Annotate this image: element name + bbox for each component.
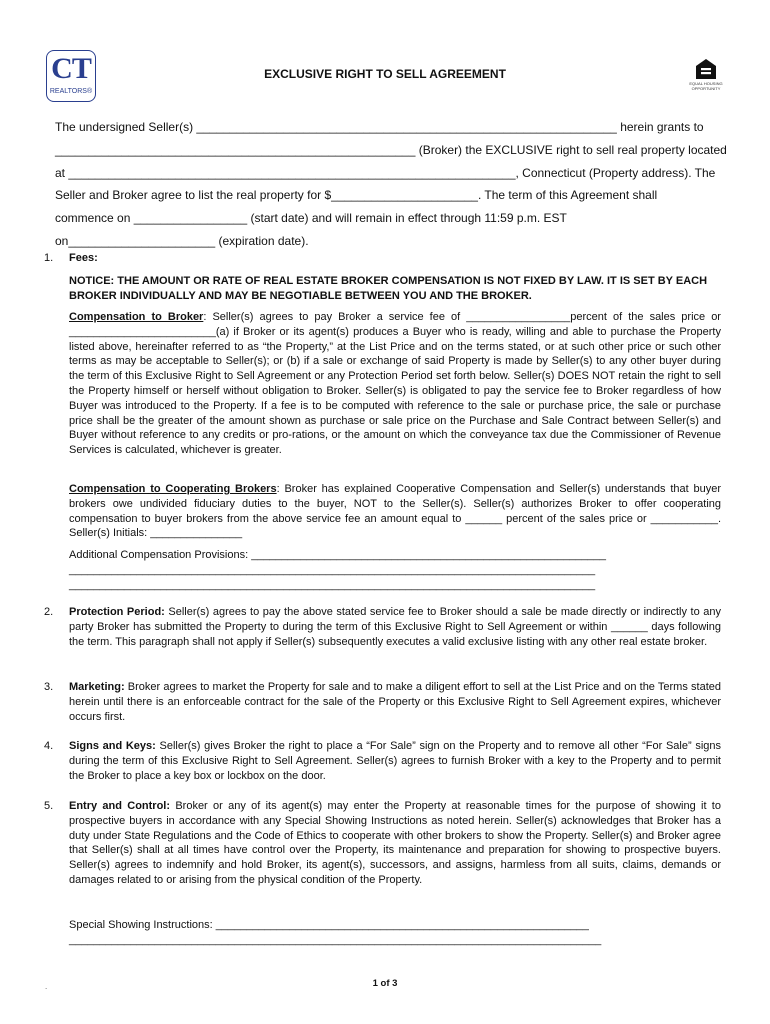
logo-subtext: REALTORS® [49, 88, 93, 95]
section-5-text: Broker or any of its agent(s) may enter the Property at reasonable times for the purpose of showing it to prospective buyers in accordance with any Special Showing Instructions as noted herein. Seller(s) acknowledges that Broker has a duty under State Regulations and the Code of Ethics to cooperate with other brokers to show the Property. Seller(s) and Broker agree that Seller(s) shall at all times have control over the Property, its maintenance and preparation for showing to prospective buyers. Seller(s) agrees to indemnify and hold Broker, its agent(s), successors, and assigns, harmless from all suits, claims, demands or damages related to or arising from the physical condition of the Property. [69, 800, 721, 886]
additional-compensation-line: ______________________________________________________________________________________ [69, 563, 596, 576]
special-showing-instructions [69, 918, 729, 948]
special-showing-line: Special Showing Instructions: _____________________________________________________________ [69, 919, 589, 931]
intro-line: Seller and Broker agree to list the real property for $______________________. The term of this Agreement shall [55, 188, 658, 203]
section-3-heading: Marketing: [69, 681, 125, 693]
intro-line: The undersigned Seller(s) _______________________________________________________________ herein grants to [55, 120, 704, 134]
compensation-to-broker-label: Compensation to Broker [69, 311, 204, 323]
logo-letters: CT [51, 52, 91, 85]
section-3-number: 3. [44, 681, 54, 693]
additional-compensation-line: Additional Compensation Provisions: __________________________________________________________ [69, 549, 607, 561]
section-2-number: 2. [44, 606, 54, 618]
section-1-number: 1. [44, 252, 54, 264]
cooperating-brokers-label: Compensation to Cooperating Brokers [69, 483, 277, 495]
equal-housing-text: EQUAL HOUSING OPPORTUNITY [689, 81, 723, 91]
protection-period-section [69, 605, 721, 649]
section-2-text: Seller(s) agrees to pay the above stated service fee to Broker should a sale be made directly or indirectly to any party Broker has submitted the Property to during the term of this Exclusive Right to Sell Agreement or within ______ days following the term. This paragraph shall not apply if Seller(s) subsequently executes a valid exclusive listing with any other real estate broker. [69, 606, 721, 648]
compensation-to-cooperating-brokers [69, 482, 721, 541]
cooperating-brokers-text: : Broker has explained Cooperative Compensation and Seller(s) understands that buyer brokers owe undivided fiduciary duties to the buyer, NOT to the Seller(s). Seller(s) authorizes Broker to offer cooperating compensation to buyer brokers from the above service fee an amount equal to ______ percent of the sales price or ___________. Seller(s) Initials: _______________ [69, 483, 721, 540]
footer-mark: . [45, 982, 48, 991]
section-2-heading: Protection Period: [69, 606, 165, 618]
intro-paragraph [55, 116, 735, 253]
entry-and-control-section [69, 799, 721, 888]
section-1-heading: Fees: [69, 252, 98, 264]
intro-line: at ___________________________________________________________________, Connecticut (Property address). The [55, 165, 716, 180]
section-4-text: Seller(s) gives Broker the right to place a “For Sale” sign on the Property and to remove all other “For Sale” signs during the term of this Exclusive Right to Sell Agreement. Seller(s) agrees to furnish Broker with a key to the Property and to permit the Broker to place a key box or lockbox on the door. [69, 740, 722, 782]
section-5-number: 5. [44, 800, 54, 812]
marketing-section [69, 680, 721, 724]
signs-and-keys-section [69, 739, 721, 783]
document-title: EXCLUSIVE RIGHT TO SELL AGREEMENT [264, 67, 506, 81]
special-showing-line: _______________________________________________________________________________________ [69, 933, 602, 946]
section-5-heading: Entry and Control: [69, 800, 171, 812]
intro-line: commence on _________________ (start date) and will remain in effect through 11:59 p.m. EST [55, 211, 567, 226]
intro-line: ______________________________________________________ (Broker) the EXCLUSIVE right to sell real property located [55, 142, 727, 157]
section-3-text: Broker agrees to market the Property for sale and to make a diligent effort to sell at the List Price and on the Terms stated herein until there is an enforceable contract for the sale of the Property or this Exclusive Right to Sell Agreement expires, whichever occurs first. [69, 681, 721, 723]
compensation-to-broker [69, 310, 721, 458]
section-4-number: 4. [44, 740, 54, 752]
page-number: 1 of 3 [372, 978, 398, 989]
additional-compensation [69, 548, 729, 592]
compensation-to-broker-text: : Seller(s) agrees to pay Broker a service fee of _________________percent of the sales price or ________________________(a) if Broker or its agent(s) produces a Buyer who is ready, willing and able to purchase the Property listed above, hereinafter referred to as “the Property,” at the List Price and on the terms stated, or at such other price or such other terms as may be acceptable to Seller(s); or (b) if a sale or exchange of said Property is made by Seller(s) to any other buyer during the term of this Exclusive Right to Sell Agreement or any Protection Period set forth below. Seller(s) DOES NOT retain the right to sell the Property himself or herself without obligation to Broker. Seller(s) is obligated to pay the service fee to Broker regardless of how Buyer was introduced to the Property. If a fee is to be computed with reference to the sale or purchase price, the sale or purchase price shall be the greater of the amount shown as purchase or sale price on the Purchase and Sale Contract between Seller(s) and Buyer without reference to any credits or pro-rations, or the amount on which the conveyance tax due the Commissioner of Revenue Services is calculated, whichever is greater. [69, 311, 721, 457]
intro-line: on______________________ (expiration date). [55, 233, 309, 248]
additional-compensation-line: ______________________________________________________________________________________ [69, 578, 596, 591]
fee-notice: NOTICE: THE AMOUNT OR RATE OF REAL ESTATE BROKER COMPENSATION IS NOT FIXED BY LAW. IT IS SET BY EACH BROKER INDIVIDUALLY AND MAY BE NEGOTIABLE BETWEEN YOU AND THE BROKER. [69, 275, 708, 302]
section-4-heading: Signs and Keys: [69, 740, 156, 752]
